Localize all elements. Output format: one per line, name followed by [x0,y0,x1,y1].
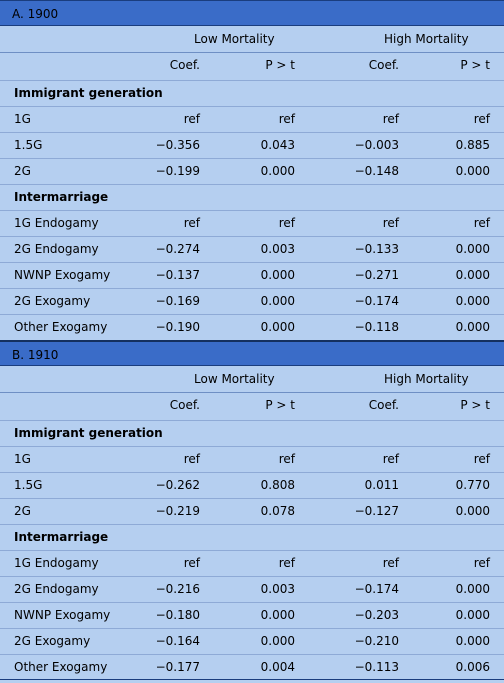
row-label: 1.5G [14,478,43,492]
section-row [0,80,504,106]
group-header: High Mortality [384,372,469,386]
table-cell: −0.137 [155,268,200,282]
section-label: Intermarriage [14,530,109,544]
table-row [0,550,504,576]
row-label: 1.5G [14,138,43,152]
section-row [0,524,504,550]
table-cell: −0.148 [354,164,399,178]
table-cell: 0.004 [260,660,295,674]
table-row [0,654,504,680]
section-row [0,184,504,210]
table-row [0,236,504,262]
table-cell: ref [473,556,490,570]
table-cell: 0.000 [260,608,295,622]
table-row [0,132,504,158]
table-cell: −0.190 [155,320,200,334]
table-cell: −0.174 [354,294,399,308]
table-cell: −0.003 [354,138,399,152]
row-label: NWNP Exogamy [14,268,111,282]
group-header-row [0,366,504,393]
table-cell: 0.043 [260,138,295,152]
table-cell: ref [382,112,399,126]
row-label: Other Exogamy [14,320,108,334]
table-cell: 0.000 [455,164,490,178]
table-row [0,158,504,184]
table-cell: −0.274 [155,242,200,256]
table-cell: ref [382,452,399,466]
table-cell: −0.113 [354,660,399,674]
table-cell: ref [473,452,490,466]
table-cell: 0.000 [455,634,490,648]
table-cell: −0.262 [155,478,200,492]
row-label: 1G Endogamy [14,216,99,230]
table-cell: 0.000 [455,294,490,308]
column-header: Coef. [368,58,399,72]
table-cell: −0.203 [354,608,399,622]
column-header: P > t [265,58,295,72]
table-cell: ref [382,556,399,570]
row-label: 2G [14,504,31,518]
table-cell: 0.000 [260,164,295,178]
table-cell: 0.000 [455,608,490,622]
panel-title: A. 1900 [0,0,504,26]
table-row [0,262,504,288]
table-row [0,498,504,524]
section-label: Immigrant generation [14,86,163,100]
group-header: High Mortality [384,32,469,46]
table-cell: 0.000 [455,268,490,282]
table-cell: 0.011 [364,478,399,492]
table-cell: ref [183,216,200,230]
table-row [0,576,504,602]
table-row [0,628,504,654]
group-header-row [0,26,504,53]
table-cell: 0.000 [260,634,295,648]
table-cell: ref [183,556,200,570]
table-cell: −0.133 [354,242,399,256]
row-label: 2G Exogamy [14,634,91,648]
table-panel [0,340,504,680]
table-cell: 0.003 [260,582,295,596]
column-header: P > t [265,398,295,412]
section-label: Intermarriage [14,190,109,204]
table-cell: 0.000 [260,320,295,334]
table-cell: −0.118 [354,320,399,334]
table-cell: 0.078 [260,504,295,518]
table-cell: −0.174 [354,582,399,596]
row-label: NWNP Exogamy [14,608,111,622]
table-cell: ref [382,216,399,230]
column-header-row [0,393,504,420]
panel-title: B. 1910 [0,340,504,366]
column-header-row [0,53,504,80]
table-cell: 0.000 [455,320,490,334]
table-cell: −0.216 [155,582,200,596]
table-cell: ref [473,112,490,126]
table-cell: 0.770 [455,478,490,492]
table-cell: −0.177 [155,660,200,674]
table-cell: −0.356 [155,138,200,152]
table-cell: −0.164 [155,634,200,648]
table-cell: −0.219 [155,504,200,518]
group-header: Low Mortality [194,372,275,386]
row-label: 2G Endogamy [14,582,99,596]
table-cell: 0.885 [455,138,490,152]
column-header: P > t [460,398,490,412]
table-row [0,602,504,628]
section-label: Immigrant generation [14,426,163,440]
table-cell: 0.006 [455,660,490,674]
table-cell: ref [183,452,200,466]
table-cell: ref [278,556,295,570]
table-cell: 0.000 [260,268,295,282]
table-cell: −0.180 [155,608,200,622]
column-header: P > t [460,58,490,72]
table-row [0,472,504,498]
column-header: Coef. [169,398,200,412]
row-label: 1G [14,452,31,466]
table-cell: ref [278,112,295,126]
table-row [0,210,504,236]
row-label: 1G [14,112,31,126]
table-cell: −0.169 [155,294,200,308]
table-row [0,288,504,314]
table-cell: ref [278,452,295,466]
table-row [0,106,504,132]
table-cell: ref [183,112,200,126]
table-cell: −0.199 [155,164,200,178]
table-cell: ref [473,216,490,230]
table-cell: 0.003 [260,242,295,256]
table-cell: ref [278,216,295,230]
row-label: 2G Endogamy [14,242,99,256]
table-cell: 0.000 [260,294,295,308]
table-cell: 0.000 [455,242,490,256]
row-label: 1G Endogamy [14,556,99,570]
table-cell: 0.000 [455,504,490,518]
table-cell: −0.210 [354,634,399,648]
table-cell: 0.000 [455,582,490,596]
group-header: Low Mortality [194,32,275,46]
section-row [0,420,504,446]
row-label: Other Exogamy [14,660,108,674]
table-row [0,314,504,340]
table-cell: −0.271 [354,268,399,282]
column-header: Coef. [368,398,399,412]
row-label: 2G Exogamy [14,294,91,308]
table-cell: −0.127 [354,504,399,518]
row-label: 2G [14,164,31,178]
table-panel [0,0,504,340]
column-header: Coef. [169,58,200,72]
table-row [0,446,504,472]
table-cell: 0.808 [260,478,295,492]
